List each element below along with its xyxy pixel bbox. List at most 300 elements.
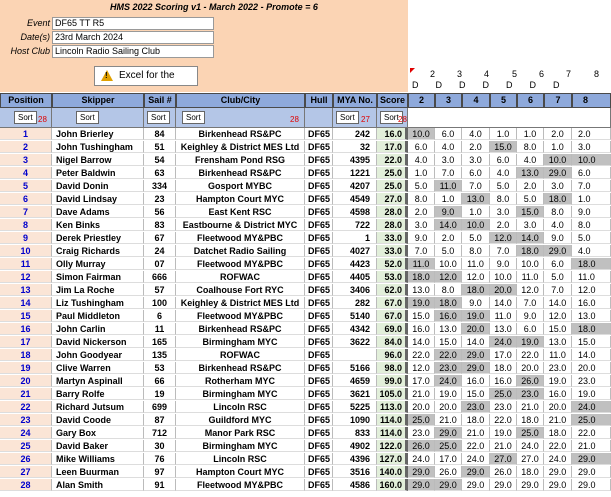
race-result-cell[interactable]: 5.0 <box>408 180 435 192</box>
race-result-cell[interactable]: 29.0 <box>435 479 462 491</box>
skipper-cell[interactable]: David Coode <box>52 414 144 426</box>
skipper-cell[interactable]: Olly Murray <box>52 258 144 270</box>
col-race[interactable]: 6 <box>517 93 544 108</box>
table-row[interactable] <box>0 271 611 283</box>
race-result-cell[interactable]: 11.0 <box>517 271 544 283</box>
skipper-cell[interactable]: David Donin <box>52 180 144 192</box>
skipper-cell[interactable]: Derek Priestley <box>52 232 144 244</box>
mya-cell[interactable]: 4423 <box>333 258 377 270</box>
table-row[interactable] <box>0 349 611 361</box>
race-result-cell[interactable]: 23.0 <box>572 375 611 387</box>
dates-field[interactable]: 23rd March 2024 <box>52 31 214 44</box>
race-result-cell[interactable]: 17.0 <box>435 453 462 465</box>
skipper-cell[interactable]: John Brierley <box>52 128 144 140</box>
sail-cell[interactable]: 67 <box>144 232 176 244</box>
race-result-cell[interactable]: 13.0 <box>462 193 490 205</box>
hull-cell[interactable]: DF65 <box>305 297 333 309</box>
race-result-cell[interactable]: 2.0 <box>517 180 544 192</box>
sort-position-button[interactable]: Sort <box>14 111 37 124</box>
race-result-cell[interactable]: 14.0 <box>517 232 544 244</box>
hull-cell[interactable]: DF65 <box>305 362 333 374</box>
race-result-cell[interactable]: 12.0 <box>517 284 544 296</box>
race-result-cell[interactable]: 23.0 <box>408 427 435 439</box>
race-result-cell[interactable]: 22.0 <box>490 414 517 426</box>
mya-cell[interactable]: 4405 <box>333 271 377 283</box>
mya-cell[interactable]: 4549 <box>333 193 377 205</box>
position-cell[interactable]: 21 <box>0 388 52 400</box>
club-cell[interactable]: Hampton Court MYC <box>176 466 305 478</box>
race-result-cell[interactable]: 12.0 <box>544 310 572 322</box>
club-cell[interactable]: Datchet Radio Sailing <box>176 245 305 257</box>
race-result-cell[interactable]: 10.0 <box>572 154 611 166</box>
hull-cell[interactable]: DF65 <box>305 310 333 322</box>
position-cell[interactable]: 16 <box>0 323 52 335</box>
race-result-cell[interactable]: 29.0 <box>462 349 490 361</box>
mya-cell[interactable]: 5140 <box>333 310 377 322</box>
sail-cell[interactable]: 135 <box>144 349 176 361</box>
hull-cell[interactable]: DF65 <box>305 349 333 361</box>
race-result-cell[interactable]: 6.0 <box>544 258 572 270</box>
race-result-cell[interactable]: 3.0 <box>435 154 462 166</box>
race-result-cell[interactable]: 18.0 <box>517 245 544 257</box>
score-cell[interactable]: 33.0 <box>377 245 408 257</box>
race-result-cell[interactable]: 13.0 <box>490 323 517 335</box>
sail-cell[interactable]: 165 <box>144 336 176 348</box>
race-result-cell[interactable]: 18.0 <box>408 271 435 283</box>
position-cell[interactable]: 23 <box>0 414 52 426</box>
score-cell[interactable]: 99.0 <box>377 375 408 387</box>
race-result-cell[interactable]: 29.0 <box>462 362 490 374</box>
race-result-cell[interactable]: 8.0 <box>517 141 544 153</box>
race-result-cell[interactable]: 24.0 <box>490 336 517 348</box>
hull-cell[interactable]: DF65 <box>305 154 333 166</box>
sort-sail-button[interactable]: Sort <box>147 111 170 124</box>
race-result-cell[interactable]: 19.0 <box>435 388 462 400</box>
skipper-cell[interactable]: Ken Binks <box>52 219 144 231</box>
sail-cell[interactable]: 666 <box>144 271 176 283</box>
sail-cell[interactable]: 11 <box>144 323 176 335</box>
mya-cell[interactable]: 4902 <box>333 440 377 452</box>
sort-club-button[interactable]: Sort <box>182 111 205 124</box>
hull-cell[interactable]: DF65 <box>305 232 333 244</box>
race-result-cell[interactable]: 3.0 <box>408 219 435 231</box>
sail-cell[interactable]: 57 <box>144 284 176 296</box>
race-result-cell[interactable]: 29.0 <box>462 466 490 478</box>
race-result-cell[interactable]: 1.0 <box>517 128 544 140</box>
club-cell[interactable]: Birkenhead RS&PC <box>176 167 305 179</box>
race-result-cell[interactable]: 20.0 <box>572 362 611 374</box>
score-cell[interactable]: 25.0 <box>377 180 408 192</box>
race-result-cell[interactable]: 18.0 <box>517 414 544 426</box>
score-cell[interactable]: 105.0 <box>377 388 408 400</box>
race-result-cell[interactable]: 6.0 <box>517 323 544 335</box>
sail-cell[interactable]: 100 <box>144 297 176 309</box>
table-row[interactable] <box>0 245 611 257</box>
race-result-cell[interactable]: 24.0 <box>408 453 435 465</box>
race-result-cell[interactable]: 5.0 <box>572 232 611 244</box>
race-result-cell[interactable]: 8.0 <box>462 245 490 257</box>
hull-cell[interactable]: DF65 <box>305 323 333 335</box>
race-result-cell[interactable]: 12.0 <box>462 271 490 283</box>
club-cell[interactable]: ROFWAC <box>176 349 305 361</box>
race-result-cell[interactable]: 4.0 <box>408 154 435 166</box>
race-result-cell[interactable]: 4.0 <box>462 128 490 140</box>
race-result-cell[interactable]: 24.0 <box>544 453 572 465</box>
race-result-cell[interactable]: 9.0 <box>544 232 572 244</box>
race-result-cell[interactable]: 7.0 <box>517 297 544 309</box>
race-result-cell[interactable]: 2.0 <box>544 128 572 140</box>
position-cell[interactable]: 25 <box>0 440 52 452</box>
score-cell[interactable]: 16.0 <box>377 128 408 140</box>
race-result-cell[interactable]: 1.0 <box>490 128 517 140</box>
score-cell[interactable]: 67.0 <box>377 297 408 309</box>
mya-cell[interactable]: 5166 <box>333 362 377 374</box>
excel-warning-button[interactable] <box>94 66 198 86</box>
race-result-cell[interactable]: 22.0 <box>544 440 572 452</box>
mya-cell[interactable]: 4342 <box>333 323 377 335</box>
sail-cell[interactable]: 30 <box>144 440 176 452</box>
race-result-cell[interactable]: 23.0 <box>435 362 462 374</box>
mya-cell[interactable]: 4395 <box>333 154 377 166</box>
race-result-cell[interactable]: 19.0 <box>408 297 435 309</box>
skipper-cell[interactable]: David Lindsay <box>52 193 144 205</box>
host-club-field[interactable]: Lincoln Radio Sailing Club <box>52 45 214 58</box>
race-result-cell[interactable]: 22.0 <box>517 349 544 361</box>
col-skipper[interactable]: Skipper <box>52 93 144 108</box>
race-result-cell[interactable]: 23.0 <box>544 362 572 374</box>
mya-cell[interactable]: 833 <box>333 427 377 439</box>
race-result-cell[interactable]: 1.0 <box>544 141 572 153</box>
table-row[interactable] <box>0 193 611 205</box>
race-result-cell[interactable]: 10.0 <box>462 219 490 231</box>
race-result-cell[interactable]: 8.0 <box>544 206 572 218</box>
race-result-cell[interactable]: 22.0 <box>408 349 435 361</box>
score-cell[interactable]: 52.0 <box>377 258 408 270</box>
skipper-cell[interactable]: Martyn Aspinall <box>52 375 144 387</box>
table-row[interactable] <box>0 128 611 140</box>
club-cell[interactable]: Fleetwood MY&PBC <box>176 310 305 322</box>
hull-cell[interactable]: DF65 <box>305 466 333 478</box>
race-result-cell[interactable]: 29.0 <box>572 479 611 491</box>
race-result-cell[interactable]: 20.0 <box>544 401 572 413</box>
race-result-cell[interactable]: 29.0 <box>517 479 544 491</box>
club-cell[interactable]: Hampton Court MYC <box>176 193 305 205</box>
race-result-cell[interactable]: 22.0 <box>435 349 462 361</box>
col-score[interactable]: Score <box>377 93 408 108</box>
race-result-cell[interactable]: 18.0 <box>544 193 572 205</box>
race-result-cell[interactable]: 14.0 <box>435 219 462 231</box>
score-cell[interactable]: 84.0 <box>377 336 408 348</box>
race-result-cell[interactable]: 8.0 <box>490 193 517 205</box>
mya-cell[interactable]: 4659 <box>333 375 377 387</box>
race-result-cell[interactable]: 29.0 <box>544 245 572 257</box>
hull-cell[interactable]: DF65 <box>305 479 333 491</box>
race-result-cell[interactable]: 3.0 <box>462 154 490 166</box>
skipper-cell[interactable]: Liz Tushingham <box>52 297 144 309</box>
mya-cell[interactable]: 3406 <box>333 284 377 296</box>
position-cell[interactable]: 7 <box>0 206 52 218</box>
race-result-cell[interactable]: 2.0 <box>462 141 490 153</box>
sail-cell[interactable]: 54 <box>144 154 176 166</box>
race-result-cell[interactable]: 7.0 <box>544 284 572 296</box>
skipper-cell[interactable]: Simon Fairman <box>52 271 144 283</box>
table-row[interactable] <box>0 310 611 322</box>
position-cell[interactable]: 15 <box>0 310 52 322</box>
hull-cell[interactable]: DF65 <box>305 414 333 426</box>
race-result-cell[interactable]: 18.0 <box>435 297 462 309</box>
skipper-cell[interactable]: Craig Richards <box>52 245 144 257</box>
race-result-cell[interactable]: 3.0 <box>490 206 517 218</box>
race-result-cell[interactable]: 4.0 <box>572 245 611 257</box>
table-row[interactable] <box>0 375 611 387</box>
race-result-cell[interactable]: 13.0 <box>572 310 611 322</box>
race-result-cell[interactable]: 16.0 <box>462 375 490 387</box>
race-result-cell[interactable]: 17.0 <box>408 375 435 387</box>
race-result-cell[interactable]: 29.0 <box>572 453 611 465</box>
mya-cell[interactable]: 4207 <box>333 180 377 192</box>
race-result-cell[interactable]: 27.0 <box>517 453 544 465</box>
table-row[interactable] <box>0 232 611 244</box>
race-result-cell[interactable]: 21.0 <box>544 414 572 426</box>
table-row[interactable] <box>0 401 611 413</box>
sail-cell[interactable]: 87 <box>144 414 176 426</box>
table-row[interactable] <box>0 284 611 296</box>
score-cell[interactable]: 114.0 <box>377 414 408 426</box>
race-result-cell[interactable]: 23.0 <box>490 401 517 413</box>
race-result-cell[interactable]: 22.0 <box>572 427 611 439</box>
race-result-cell[interactable]: 2.0 <box>435 232 462 244</box>
club-cell[interactable]: Lincoln RSC <box>176 401 305 413</box>
club-cell[interactable]: Manor Park RSC <box>176 427 305 439</box>
position-cell[interactable]: 24 <box>0 427 52 439</box>
club-cell[interactable]: Coalhouse Fort RYC <box>176 284 305 296</box>
race-result-cell[interactable]: 22.0 <box>462 440 490 452</box>
race-result-cell[interactable]: 17.0 <box>490 349 517 361</box>
club-cell[interactable]: Eastbourne & District MYC <box>176 219 305 231</box>
club-cell[interactable]: Frensham Pond RSG <box>176 154 305 166</box>
col-race[interactable]: 3 <box>435 93 462 108</box>
skipper-cell[interactable]: Jim La Roche <box>52 284 144 296</box>
race-result-cell[interactable]: 19.0 <box>544 375 572 387</box>
col-position[interactable]: Position <box>0 93 52 108</box>
race-result-cell[interactable]: 14.0 <box>490 297 517 309</box>
race-result-cell[interactable]: 20.0 <box>435 401 462 413</box>
position-cell[interactable]: 28 <box>0 479 52 491</box>
hull-cell[interactable]: DF65 <box>305 206 333 218</box>
race-result-cell[interactable]: 13.0 <box>408 284 435 296</box>
sort-score-button[interactable]: Sort <box>380 111 403 124</box>
race-result-cell[interactable]: 15.0 <box>544 323 572 335</box>
position-cell[interactable]: 3 <box>0 154 52 166</box>
race-result-cell[interactable]: 9.0 <box>462 297 490 309</box>
race-result-cell[interactable]: 25.0 <box>490 388 517 400</box>
score-cell[interactable]: 28.0 <box>377 219 408 231</box>
event-field[interactable]: DF65 TT R5 <box>52 17 214 30</box>
table-row[interactable] <box>0 466 611 478</box>
race-result-cell[interactable]: 15.0 <box>435 336 462 348</box>
race-result-cell[interactable]: 19.0 <box>462 310 490 322</box>
race-result-cell[interactable]: 23.0 <box>517 388 544 400</box>
sort-mya-button[interactable]: Sort <box>336 111 359 124</box>
score-cell[interactable]: 67.0 <box>377 310 408 322</box>
race-result-cell[interactable]: 4.0 <box>544 219 572 231</box>
race-result-cell[interactable]: 10.0 <box>544 154 572 166</box>
mya-cell[interactable] <box>333 349 377 361</box>
race-result-cell[interactable]: 21.0 <box>572 440 611 452</box>
race-result-cell[interactable]: 6.0 <box>408 141 435 153</box>
race-result-cell[interactable]: 7.0 <box>408 245 435 257</box>
skipper-cell[interactable]: John Carlin <box>52 323 144 335</box>
race-result-cell[interactable]: 26.0 <box>408 440 435 452</box>
hull-cell[interactable]: DF65 <box>305 128 333 140</box>
club-cell[interactable]: Rotherham MYC <box>176 375 305 387</box>
table-row[interactable] <box>0 180 611 192</box>
race-result-cell[interactable]: 5.0 <box>517 193 544 205</box>
skipper-cell[interactable]: John Tushingham <box>52 141 144 153</box>
mya-cell[interactable]: 5225 <box>333 401 377 413</box>
race-result-cell[interactable]: 8.0 <box>435 284 462 296</box>
hull-cell[interactable]: DF65 <box>305 167 333 179</box>
race-result-cell[interactable]: 1.0 <box>408 167 435 179</box>
race-result-cell[interactable]: 21.0 <box>462 427 490 439</box>
hull-cell[interactable]: DF65 <box>305 180 333 192</box>
hull-cell[interactable]: DF65 <box>305 284 333 296</box>
club-cell[interactable]: Birmingham MYC <box>176 336 305 348</box>
race-result-cell[interactable]: 6.0 <box>572 167 611 179</box>
race-result-cell[interactable]: 11.0 <box>544 349 572 361</box>
col-race[interactable]: 8 <box>572 93 611 108</box>
mya-cell[interactable]: 4396 <box>333 453 377 465</box>
col-race[interactable]: 4 <box>462 93 490 108</box>
race-result-cell[interactable]: 6.0 <box>490 154 517 166</box>
race-result-cell[interactable]: 14.0 <box>572 349 611 361</box>
club-cell[interactable]: Birkenhead RS&PC <box>176 362 305 374</box>
race-result-cell[interactable]: 18.0 <box>490 362 517 374</box>
position-cell[interactable]: 9 <box>0 232 52 244</box>
position-cell[interactable]: 12 <box>0 271 52 283</box>
club-cell[interactable]: Birkenhead RS&PC <box>176 128 305 140</box>
sail-cell[interactable]: 83 <box>144 219 176 231</box>
race-result-cell[interactable]: 18.0 <box>572 323 611 335</box>
position-cell[interactable]: 1 <box>0 128 52 140</box>
skipper-cell[interactable]: Clive Warren <box>52 362 144 374</box>
position-cell[interactable]: 4 <box>0 167 52 179</box>
hull-cell[interactable]: DF65 <box>305 453 333 465</box>
race-result-cell[interactable]: 2.0 <box>408 206 435 218</box>
race-result-cell[interactable]: 29.0 <box>490 479 517 491</box>
race-result-cell[interactable]: 15.0 <box>462 388 490 400</box>
race-result-cell[interactable]: 29.0 <box>462 479 490 491</box>
table-row[interactable] <box>0 154 611 166</box>
race-result-cell[interactable]: 15.0 <box>517 206 544 218</box>
race-result-cell[interactable]: 15.0 <box>408 310 435 322</box>
club-cell[interactable]: Guildford MYC <box>176 414 305 426</box>
position-cell[interactable]: 27 <box>0 466 52 478</box>
race-result-cell[interactable]: 15.0 <box>490 141 517 153</box>
race-result-cell[interactable]: 3.0 <box>517 219 544 231</box>
col-hull[interactable]: Hull <box>305 93 333 108</box>
mya-cell[interactable]: 4027 <box>333 245 377 257</box>
race-result-cell[interactable]: 12.0 <box>490 232 517 244</box>
race-result-cell[interactable]: 29.0 <box>544 466 572 478</box>
race-result-cell[interactable]: 24.0 <box>517 440 544 452</box>
race-result-cell[interactable]: 11.0 <box>490 310 517 322</box>
race-result-cell[interactable]: 29.0 <box>544 479 572 491</box>
col-sail[interactable]: Sail # <box>144 93 176 108</box>
race-result-cell[interactable]: 9.0 <box>490 258 517 270</box>
mya-cell[interactable]: 4598 <box>333 206 377 218</box>
race-result-cell[interactable]: 13.0 <box>544 336 572 348</box>
table-row[interactable] <box>0 206 611 218</box>
race-result-cell[interactable]: 11.0 <box>572 271 611 283</box>
race-result-cell[interactable]: 16.0 <box>435 310 462 322</box>
position-cell[interactable]: 26 <box>0 453 52 465</box>
race-result-cell[interactable]: 18.0 <box>462 284 490 296</box>
hull-cell[interactable]: DF65 <box>305 440 333 452</box>
col-race[interactable]: 2 <box>408 93 435 108</box>
skipper-cell[interactable]: Nigel Barrow <box>52 154 144 166</box>
race-result-cell[interactable]: 10.0 <box>408 128 435 140</box>
race-result-cell[interactable]: 4.0 <box>517 154 544 166</box>
race-result-cell[interactable]: 24.0 <box>462 453 490 465</box>
club-cell[interactable]: Birmingham MYC <box>176 388 305 400</box>
race-result-cell[interactable]: 16.0 <box>544 388 572 400</box>
race-result-cell[interactable]: 19.0 <box>490 427 517 439</box>
col-race[interactable]: 7 <box>544 93 572 108</box>
sail-cell[interactable]: 712 <box>144 427 176 439</box>
mya-cell[interactable]: 3622 <box>333 336 377 348</box>
score-cell[interactable]: 69.0 <box>377 323 408 335</box>
sail-cell[interactable]: 07 <box>144 258 176 270</box>
race-result-cell[interactable]: 12.0 <box>435 271 462 283</box>
race-result-cell[interactable]: 10.0 <box>435 258 462 270</box>
mya-cell[interactable]: 1090 <box>333 414 377 426</box>
race-result-cell[interactable]: 7.0 <box>462 180 490 192</box>
sail-cell[interactable]: 56 <box>144 206 176 218</box>
race-result-cell[interactable]: 25.0 <box>435 440 462 452</box>
race-result-cell[interactable]: 6.0 <box>462 167 490 179</box>
club-cell[interactable]: ROFWAC <box>176 271 305 283</box>
mya-cell[interactable]: 1221 <box>333 167 377 179</box>
race-result-cell[interactable]: 21.0 <box>435 414 462 426</box>
table-row[interactable] <box>0 479 611 491</box>
table-row[interactable] <box>0 167 611 179</box>
sail-cell[interactable]: 334 <box>144 180 176 192</box>
position-cell[interactable]: 19 <box>0 362 52 374</box>
hull-cell[interactable]: DF65 <box>305 141 333 153</box>
sail-cell[interactable]: 24 <box>144 245 176 257</box>
race-result-cell[interactable]: 10.0 <box>490 271 517 283</box>
score-cell[interactable]: 98.0 <box>377 362 408 374</box>
skipper-cell[interactable]: Richard Jutsum <box>52 401 144 413</box>
score-cell[interactable]: 96.0 <box>377 349 408 361</box>
sail-cell[interactable]: 6 <box>144 310 176 322</box>
race-result-cell[interactable]: 25.0 <box>572 414 611 426</box>
club-cell[interactable]: Gosport MYBC <box>176 180 305 192</box>
hull-cell[interactable]: DF65 <box>305 336 333 348</box>
position-cell[interactable]: 6 <box>0 193 52 205</box>
sail-cell[interactable]: 19 <box>144 388 176 400</box>
score-cell[interactable]: 62.0 <box>377 284 408 296</box>
sail-cell[interactable]: 699 <box>144 401 176 413</box>
race-result-cell[interactable]: 5.0 <box>462 232 490 244</box>
race-result-cell[interactable]: 3.0 <box>544 180 572 192</box>
race-result-cell[interactable]: 29.0 <box>435 427 462 439</box>
position-cell[interactable]: 14 <box>0 297 52 309</box>
sail-cell[interactable]: 63 <box>144 167 176 179</box>
skipper-cell[interactable]: Mike Williams <box>52 453 144 465</box>
race-result-cell[interactable]: 16.0 <box>490 375 517 387</box>
